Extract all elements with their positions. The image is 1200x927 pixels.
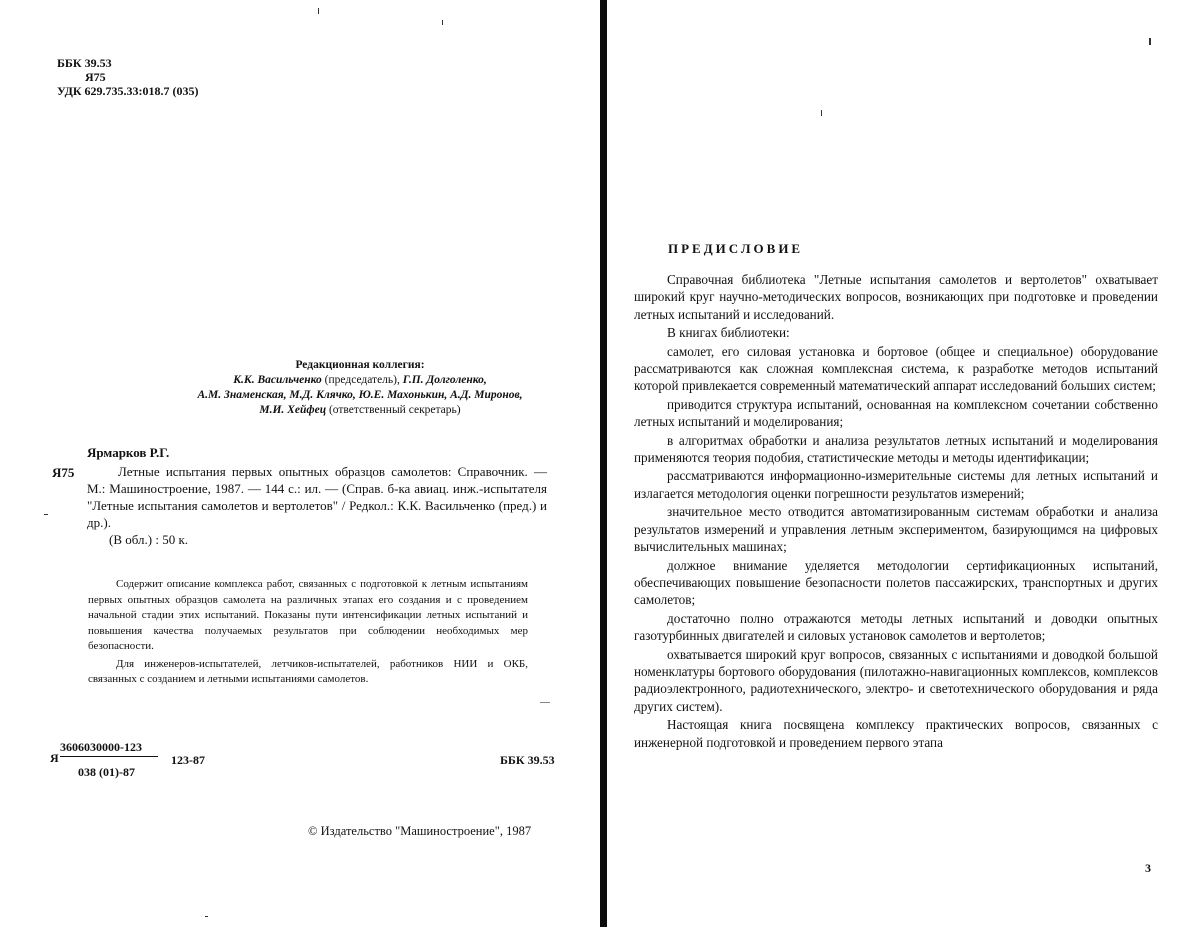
editorial-board <box>150 358 570 418</box>
paragraph: достаточно полно отражаются методы летных испытаний и доводки опытных газотурбинных двигателей и силовых установок самолетов и вертолетов; <box>634 610 1158 644</box>
scan-speck <box>821 110 822 116</box>
board-member-name: Г.П. Долголенко, <box>402 374 487 386</box>
board-secretary-name: М.И. Хейфец <box>259 404 327 416</box>
paragraph: должное внимание уделяется методологии сертификационных испытаний, обеспечивающих повышение безопасности полетов пассажирских, транспортных и других самолетов; <box>634 557 1158 608</box>
paragraph: рассматриваются информационно-измерительные системы для летных испытаний и излагается методология оценки погрешности результатов измерений; <box>634 468 1158 501</box>
fraction-bar <box>60 756 158 757</box>
catalog-code: Я75 <box>85 70 106 84</box>
scan-speck <box>442 20 443 25</box>
section-heading: ПРЕДИСЛОВИЕ <box>668 241 804 256</box>
bbk-code-footer: ББК 39.53 <box>500 753 555 767</box>
bibliographic-codes <box>57 56 199 98</box>
editorial-board-line-1 <box>150 373 570 388</box>
board-secretary-role: (ответственный секретарь) <box>326 404 461 416</box>
catalog-code-margin: Я75 <box>52 465 75 480</box>
copyright: © Издательство "Машиностроение", 1987 <box>308 824 532 838</box>
scan-speck <box>205 916 208 917</box>
editorial-board-title: Редакционная коллегия: <box>295 359 425 371</box>
board-members: А.М. Знаменская, М.Д. Клячко, Ю.Е. Махонькин, А.Д. Миронов, <box>197 389 523 401</box>
paragraph: охватывается широкий круг вопросов, связанных с испытаниями и доводкой большой номенклатуры бортового оборудования (пилотажно-навигационных комплексов, комплексов радиоэлектронного, радиотехнического, электро- и светотехнического оборудования и ряда других систем). <box>634 646 1158 714</box>
book-spine <box>600 0 607 927</box>
page-number: 3 <box>1145 861 1151 875</box>
paragraph: в алгоритмах обработки и анализа результатов летных испытаний и моделирования применяются теория подобия, статистические методы и методы идентификации; <box>634 432 1158 466</box>
paragraph: значительное место отводится автоматизированным системам обработки и анализа результатов измерений и управления летным экспериментом, базирующимся на цифровых вычислительных машинах; <box>634 504 1158 555</box>
code-numerator: 3606030000-123 <box>60 740 142 754</box>
preface-text <box>634 271 1158 752</box>
annotation <box>88 577 528 688</box>
udk-code: УДК 629.735.33:018.7 (035) <box>57 84 199 98</box>
right-page <box>607 0 1200 927</box>
author-name: Ярмарков Р.Г. <box>87 445 170 460</box>
board-chair-role: (председатель), <box>321 374 403 386</box>
scan-speck <box>540 702 550 703</box>
scan-speck <box>318 8 319 14</box>
paragraph: Настоящая книга посвящена комплексу практических вопросов, связанных с инженерной подготовкой и проведением первого этапа <box>634 717 1158 750</box>
bbk-code: ББК 39.53 <box>57 56 112 70</box>
annotation-paragraph-1: Содержит описание комплекса работ, связанных с подготовкой к летным испытаниям первых опытных образцов самолета на различных этапах его создания и с проведением начальной стадии этих испытаний. Показаны пути интенсификации летных испытаний и повышения качества получаемых результатов при соблюдении необходимых мер безопасности. <box>88 578 528 652</box>
editorial-board-line-3 <box>150 403 570 418</box>
price: (В обл.) : 50 к. <box>109 532 189 547</box>
board-chair-name: К.К. Васильченко <box>233 374 322 386</box>
code-denominator: 038 (01)-87 <box>78 765 135 779</box>
code-middle: 123-87 <box>171 753 205 767</box>
annotation-paragraph-2: Для инженеров-испытателей, летчиков-испытателей, работников НИИ и ОКБ, связанных с созданием и летными испытаниями самолетов. <box>88 657 528 685</box>
code-letter: Я <box>50 751 59 765</box>
paragraph: приводится структура испытаний, основанная на комплексном сочетании собственно летных испытаний и моделирования; <box>634 396 1158 430</box>
paragraph: В книгах библиотеки: <box>667 325 790 341</box>
scan-speck <box>44 514 48 515</box>
paragraph: самолет, его силовая установка и бортовое (общее и специальное) оборудование рассматриваются как сложная комплексная система, к разработке методов испытаний которой привлекается современный математический аппарат исследований больших систем; <box>634 343 1158 394</box>
editorial-board-line-2 <box>150 388 570 403</box>
paragraph: Справочная библиотека "Летные испытания самолетов и вертолетов" охватывает широкий круг научно-методических вопросов, возникающих при подготовке и проведении летных испытаний и исследований. <box>634 272 1158 322</box>
entry-text: Летные испытания первых опытных образцов самолетов: Справочник. — М.: Машиностроение, 1987. — 144 с.: ил. — (Справ. б-ка авиац. инж.-испытателя "Летные испытания самолетов и вертолетов" / Редкол.: К.К. Васильченко (пред.) и др.). <box>87 464 547 530</box>
bibliographic-entry <box>87 463 547 548</box>
scan-speck <box>1149 38 1151 45</box>
